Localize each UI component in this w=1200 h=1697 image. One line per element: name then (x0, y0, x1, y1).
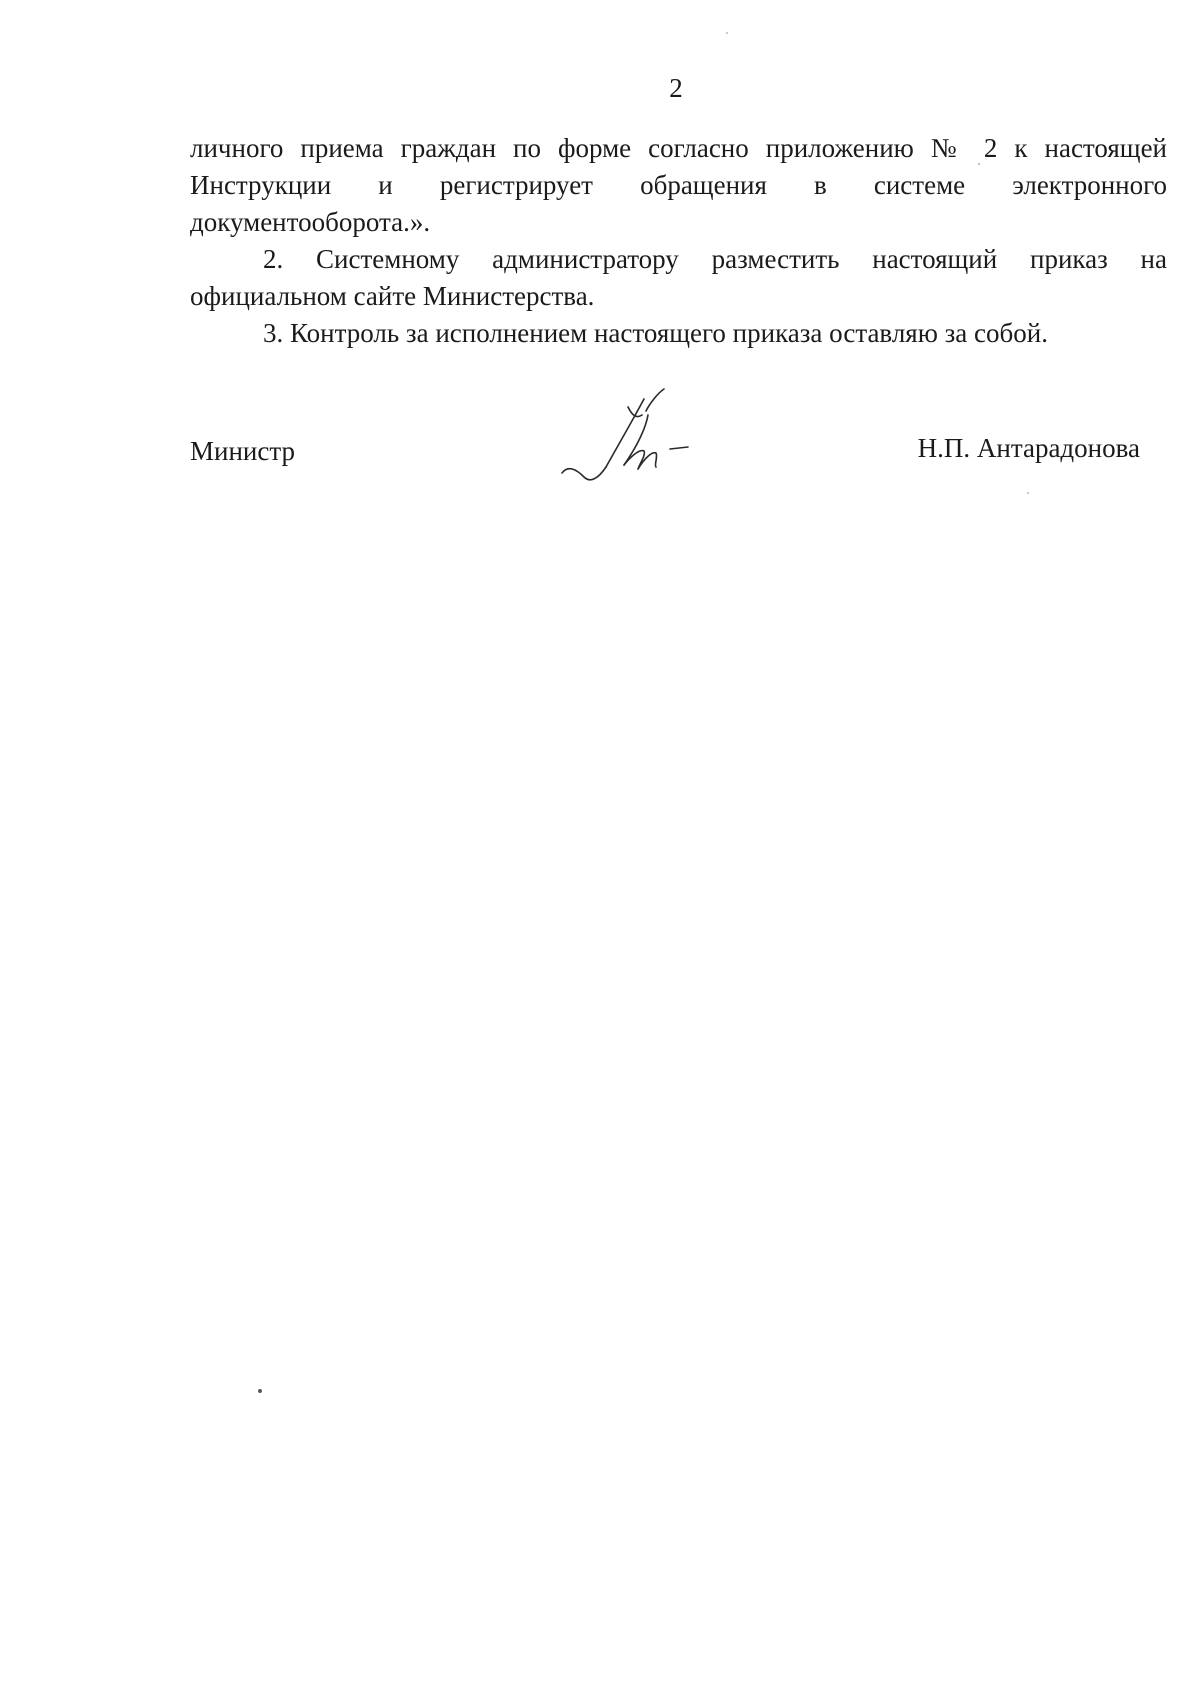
signer-title: Министр (190, 436, 295, 466)
page-number: 2 (669, 73, 683, 103)
paragraph-item-2: 2. Системному администратору разместить настоящий приказ на официальном сайте Министерства. (190, 244, 1167, 311)
document-body (190, 130, 1167, 352)
signer-name: Н.П. Антарадонова (917, 433, 1140, 463)
scan-speck (1027, 492, 1029, 494)
handwritten-signature-icon (558, 385, 708, 495)
scan-speck (978, 163, 980, 165)
paragraph-continuation: личного приема граждан по форме согласно приложению № 2 к настоящей Инструкции и регистрирует обращения в системе электронного документооборота.». (190, 133, 1167, 237)
scan-speck (726, 32, 728, 34)
scan-speck (258, 1389, 262, 1393)
paragraph-item-3: 3. Контроль за исполнением настоящего приказа оставляю за собой. (263, 318, 1048, 348)
